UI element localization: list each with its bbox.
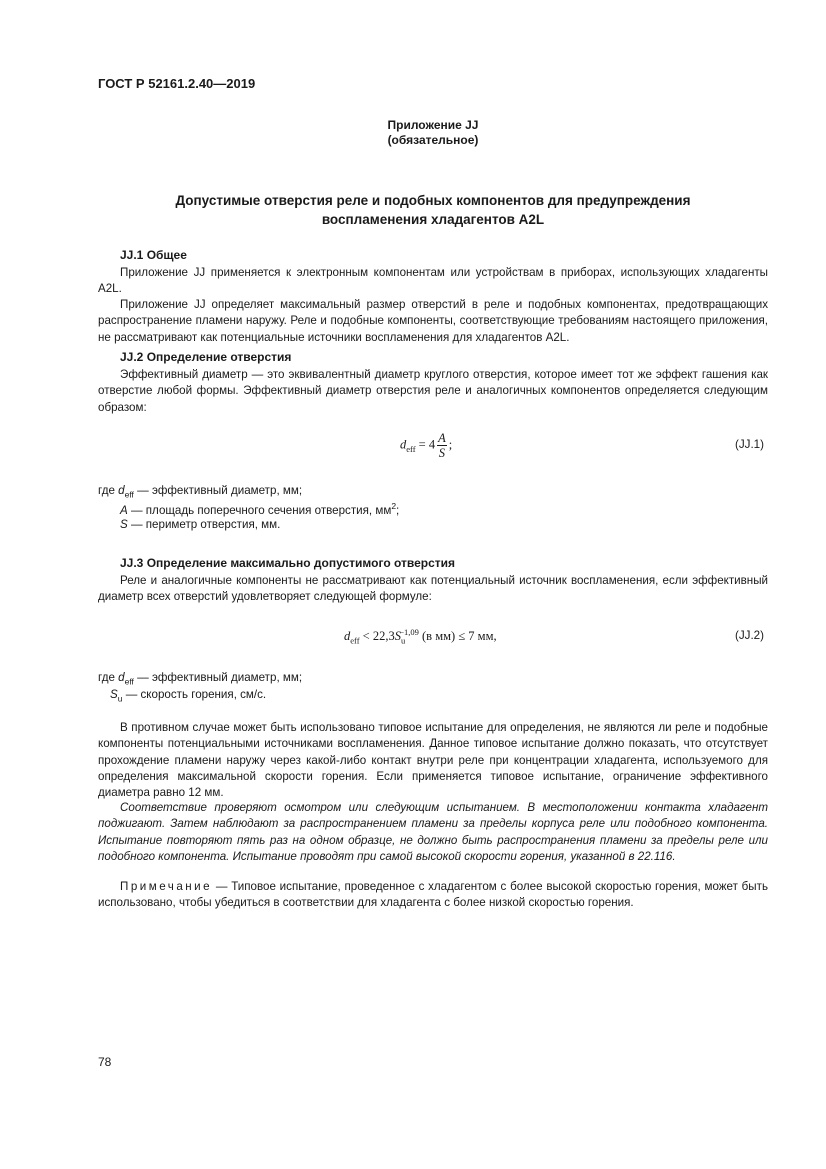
appendix-label: Приложение JJ bbox=[387, 118, 479, 132]
formula-jj2: $d_{eff} < 22,3S_u^{-1,09}$ (в мм) ≤ 7 мм, bbox=[344, 627, 497, 646]
where-s: S — периметр отверстия, мм. bbox=[120, 518, 281, 531]
section-jj2-paragraph-1: Эффективный диаметр — это эквивалентный диаметр круглого отверстия, которое имеет тот же эффект гашения как отверстие любой формы. Эффективный диаметр отверстия реле и аналогичных компонентов определяется следующим образом: bbox=[98, 368, 768, 414]
where-a: A — площадь поперечного сечения отверстия, $мм^2$; bbox=[120, 501, 400, 517]
section-jj3-paragraph-1: Реле и аналогичные компоненты не рассматривают как потенциальный источник воспламенения, если эффективный диаметр всех отверстий удовлетворяет следующей формуле: bbox=[98, 574, 768, 604]
formula-jj1: $d_{eff} = 4$ $\frac{A}{S}$ ; bbox=[400, 431, 453, 460]
section-jj2-heading: JJ.2 Определение отверстия bbox=[120, 350, 292, 364]
section-jj1-paragraph-2: Приложение JJ определяет максимальный размер отверстий в реле и подобных компонентах, предотвращающих распространение пламени наружу. Реле и подобные компоненты, соответствующие требованиям настоящего приложения, не рассматривают как потенциальные источники воспламенения для хладагентов A2L. bbox=[98, 298, 768, 344]
note bbox=[98, 879, 768, 912]
section-jj1-heading: JJ.1 Общее bbox=[120, 248, 187, 262]
fraction: $\frac{A}{S}$ bbox=[438, 431, 446, 460]
section-jj1-paragraph-1: Приложение JJ применяется к электронным компонентам или устройствам в приборах, использующих хладагенты A2L. bbox=[98, 266, 768, 296]
section-jj3-paragraph-2: В противном случае может быть использовано типовое испытание для определения, не являются ли реле и подобные компоненты потенциальными источниками воспламенения. Данное типовое испытание должно показать, что отсутствует прохождение пламени наружу через какой-либо контакт внутри реле при концентрации хладагента, используемого для определения максимальной скорости горения. Если применяется типовое испытание, ограничение эффективного диаметра равно 12 мм. bbox=[98, 721, 768, 800]
section-jj3-heading: JJ.3 Определение максимально допустимого отверстия bbox=[120, 556, 456, 570]
section-jj3-paragraph-3: Соответствие проверяют осмотром или следующим испытанием. В местоположении контакта хладагент поджигают. Затем наблюдают за распространением пламени за пределы корпуса реле или подобного компонента. Испытание повторяют пять раз на одном образце, не должно быть распространения пламени за пределы реле или подобного компонента. Испытание проводят при самой высокой скорости горения, указанной в 22.116. bbox=[98, 801, 768, 863]
where-deff-jj2: где $d_{eff}$ — эффективный диаметр, мм; bbox=[98, 671, 303, 687]
equation-number-jj2: (JJ.2) bbox=[735, 629, 764, 642]
page-title bbox=[98, 191, 768, 229]
where-su: $S_u$ — скорость горения, см/с. bbox=[110, 688, 267, 704]
where-deff-jj1: где $d_{eff}$ — эффективный диаметр, мм; bbox=[98, 484, 303, 500]
page-number: 78 bbox=[98, 1055, 112, 1069]
title-line-2: воспламенения хладагентов A2L bbox=[321, 212, 545, 227]
title-line-1: Допустимые отверстия реле и подобных компонентов для предупреждения bbox=[175, 193, 691, 208]
appendix-status: (обязательное) bbox=[387, 133, 479, 147]
equation-number-jj1: (JJ.1) bbox=[735, 438, 764, 451]
document-header: ГОСТ Р 52161.2.40—2019 bbox=[98, 76, 256, 91]
note-text: — Типовое испытание, проведенное с хладагентом с более высокой скоростью горения, может быть использовано, чтобы убедиться в соответствии для хладагента с более низкой скоростью горения. bbox=[98, 880, 768, 910]
note-label: Примечание bbox=[120, 880, 213, 893]
